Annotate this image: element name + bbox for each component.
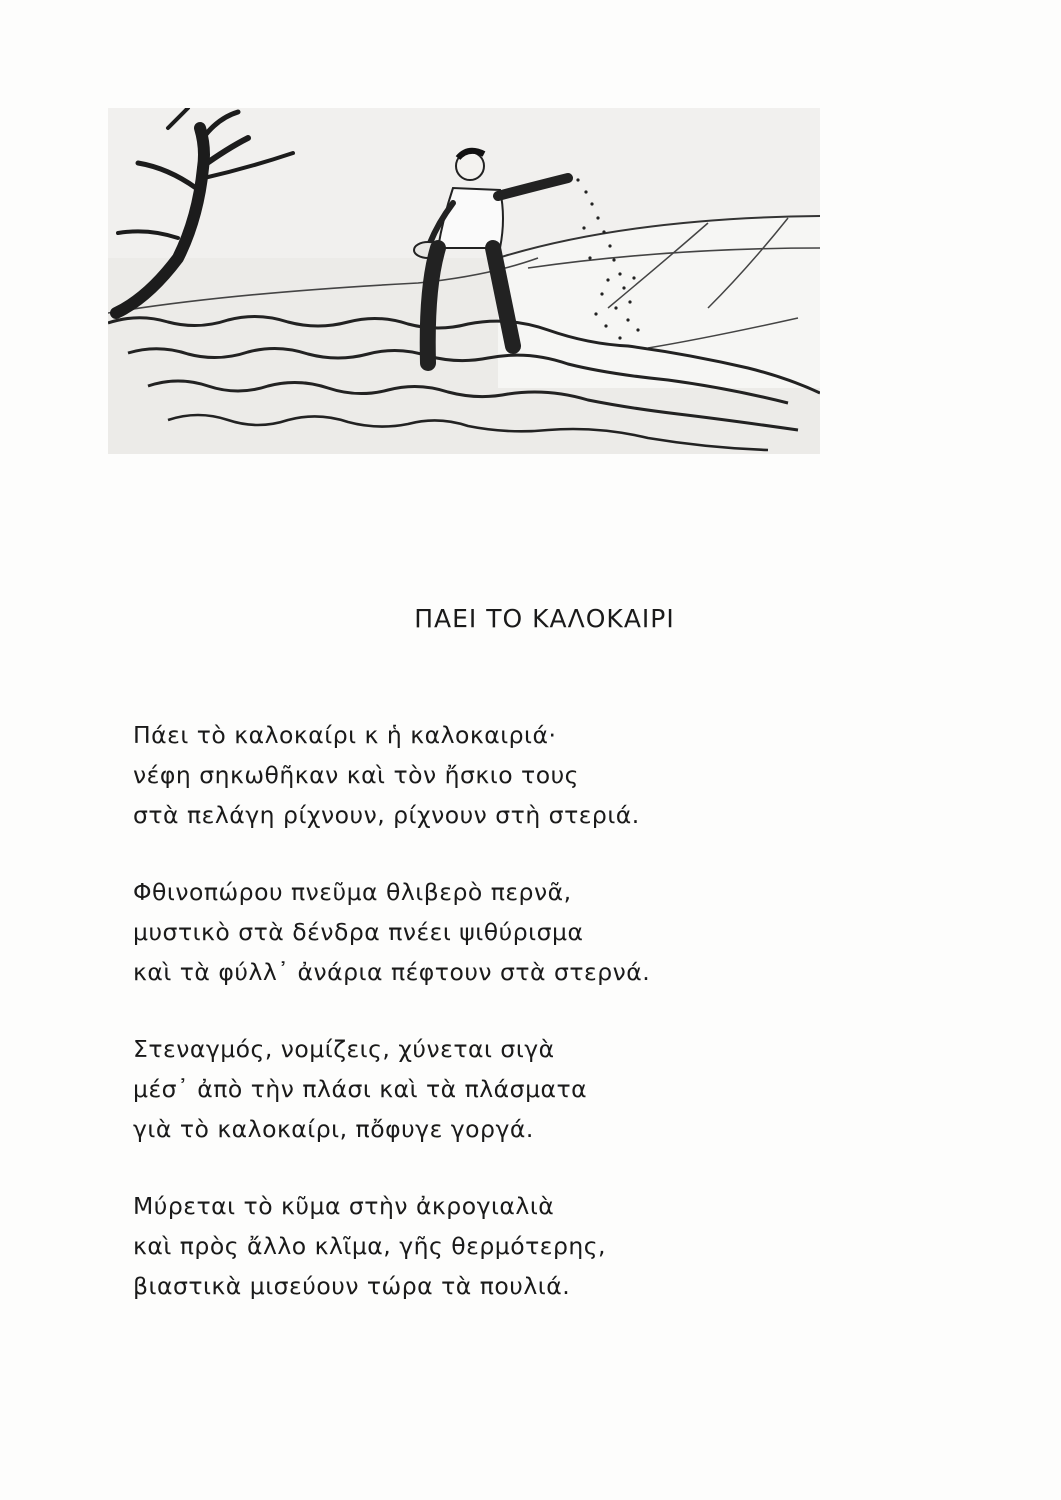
poem-line: γιὰ τὸ καλοκαίρι, πὄφυγε γοργά. bbox=[133, 1115, 534, 1143]
sower-drawing bbox=[108, 108, 820, 454]
stanza bbox=[133, 872, 893, 992]
poem-line: μυστικὸ στὰ δένδρα πνέει ψιθύρισμα bbox=[133, 918, 584, 946]
stanza bbox=[133, 1186, 893, 1306]
poem-line: νέφη σηκωθῆκαν καὶ τὸν ἤσκιο τους bbox=[133, 761, 579, 789]
poem-line: Φθινοπώρου πνεῦμα θλιβερὸ περνᾶ, bbox=[133, 878, 572, 906]
poem-line: βιαστικὰ μισεύουν τώρα τὰ πουλιά. bbox=[133, 1272, 571, 1300]
poem-line: καὶ πρὸς ἄλλο κλῖμα, γῆς θερμότερης, bbox=[133, 1232, 607, 1260]
sower-illustration bbox=[108, 108, 820, 454]
stanza bbox=[133, 715, 893, 835]
poem-line: Μύρεται τὸ κῦμα στὴν ἀκρογιαλιὰ bbox=[133, 1192, 555, 1220]
poem-title: ΠΑΕΙ ΤΟ ΚΑΛΟΚΑΙΡΙ bbox=[414, 604, 675, 633]
poem-line: μέσ᾽ ἀπὸ τὴν πλάσι καὶ τὰ πλάσματα bbox=[133, 1075, 588, 1103]
stanza bbox=[133, 1029, 893, 1149]
poem-line: Στεναγμός, νομίζεις, χύνεται σιγὰ bbox=[133, 1035, 555, 1063]
poem-line: καὶ τὰ φύλλ᾽ ἀνάρια πέφτουν στὰ στερνά. bbox=[133, 958, 651, 986]
poem-line: στὰ πελάγη ρίχνουν, ρίχνουν στὴ στεριά. bbox=[133, 801, 640, 829]
poem-line: Πάει τὸ καλοκαίρι κ ἡ καλοκαιριά· bbox=[133, 721, 557, 749]
poem-body bbox=[133, 715, 893, 1343]
